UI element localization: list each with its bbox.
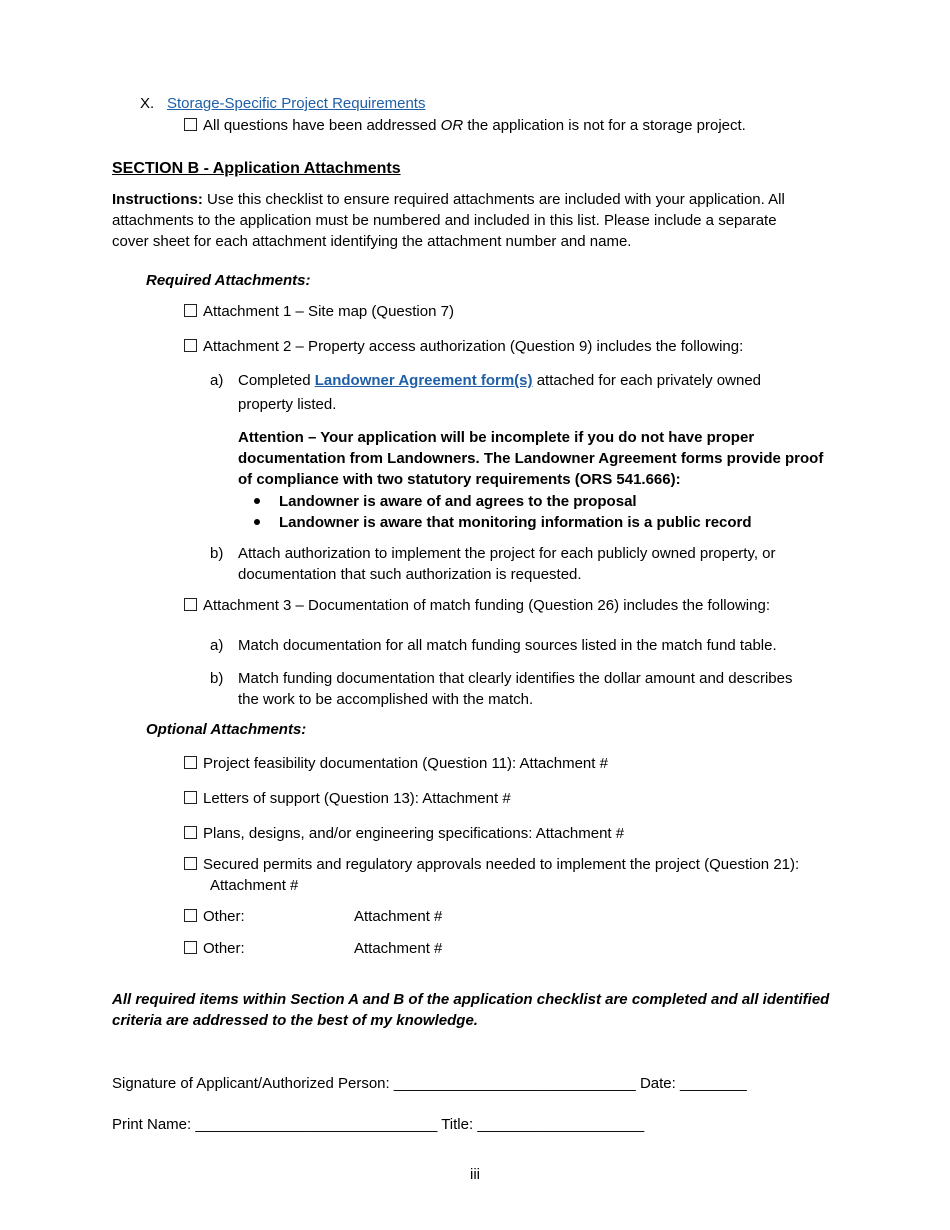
optional-2-row: Letters of support (Question 13): Attachment # [184,788,511,809]
list-item: Landowner is aware of and agrees to the proposal [254,491,814,512]
signature-line: Signature of Applicant/Authorized Person: _____________________________ Date: ________ [112,1075,747,1092]
required-attachments-heading: Required Attachments: [146,272,311,289]
optional-4-row: Secured permits and regulatory approvals needed to implement the project (Question 21): Attachment # [184,854,884,896]
attachment-1-row: Attachment 1 – Site map (Question 7) [184,301,454,322]
other-1-checkbox[interactable] [184,909,197,922]
att3-a-marker: a) [210,637,224,654]
att2-a-marker: a) [210,372,224,389]
att2-b-text: Attach authorization to implement the project for each publicly owned property, or documentation that such authorization is requested. [238,545,776,583]
att3-b-marker: b) [210,670,224,687]
title-field[interactable]: ____________________ [477,1116,645,1133]
signature-field[interactable]: _____________________________ [393,1075,636,1092]
optional-3-checkbox[interactable] [184,826,197,839]
other-2-checkbox[interactable] [184,941,197,954]
instructions-paragraph: Instructions: Use this checklist to ensure required attachments are included with your application. All attachments to the application must be numbered and included in this list. Please include a separate cover sheet for each attachment identifying the attachment number and name. [112,191,785,250]
bullet-icon [254,519,260,525]
other-2-row: Other: [184,938,245,959]
storage-requirements-link[interactable]: Storage-Specific Project Requirements [167,95,426,112]
attention-paragraph: Attention – Your application will be incomplete if you do not have proper documentation from Landowners. The Landowner Agreement forms provide proof of compliance with two statutory requirements (ORS 541.666): [238,429,824,488]
optional-3-row: Plans, designs, and/or engineering specifications: Attachment # [184,823,624,844]
attachment-2-checkbox[interactable] [184,339,197,352]
other-2-attachment: Attachment # [354,940,443,957]
optional-attachments-heading: Optional Attachments: [146,721,307,738]
optional-4-checkbox[interactable] [184,857,197,870]
attachment-3-row: Attachment 3 – Documentation of match funding (Question 26) includes the following: [184,595,770,616]
section-b-heading: SECTION B - Application Attachments [112,160,401,177]
other-1-attachment: Attachment # [354,908,443,925]
page-number: iii [470,1166,480,1183]
certification-statement: All required items within Section A and B of the application checklist are completed and all identified criteria are addressed to the best of my knowledge. [112,991,830,1029]
other-1-row: Other: [184,906,245,927]
attention-bullets [254,491,814,533]
item-x-marker: X. [140,95,155,112]
optional-1-row: Project feasibility documentation (Question 11): Attachment # [184,753,608,774]
att3-a-text: Match documentation for all match funding sources listed in the match fund table. [238,637,777,654]
landowner-agreement-link[interactable]: Landowner Agreement form(s) [314,372,533,389]
att2-a-text: Completed Landowner Agreement form(s) attached for each privately owned property listed. [238,372,762,413]
optional-1-checkbox[interactable] [184,756,197,769]
storage-checkbox-row: All questions have been addressed OR the application is not for a storage project. [184,115,746,136]
attachment-2-row: Attachment 2 – Property access authorization (Question 9) includes the following: [184,336,743,357]
bullet-icon [254,498,260,504]
list-item: Landowner is aware that monitoring information is a public record [254,512,814,533]
attachment-3-checkbox[interactable] [184,598,197,611]
att3-b-text: Match funding documentation that clearly identifies the dollar amount and describes the work to be accomplished with the match. [238,670,793,708]
date-field[interactable]: ________ [679,1075,747,1092]
storage-checkbox[interactable] [184,118,197,131]
att2-b-marker: b) [210,545,224,562]
optional-2-checkbox[interactable] [184,791,197,804]
attachment-1-checkbox[interactable] [184,304,197,317]
print-name-field[interactable]: _____________________________ [195,1116,438,1133]
print-name-line: Print Name: _____________________________ Title: ____________________ [112,1116,645,1133]
